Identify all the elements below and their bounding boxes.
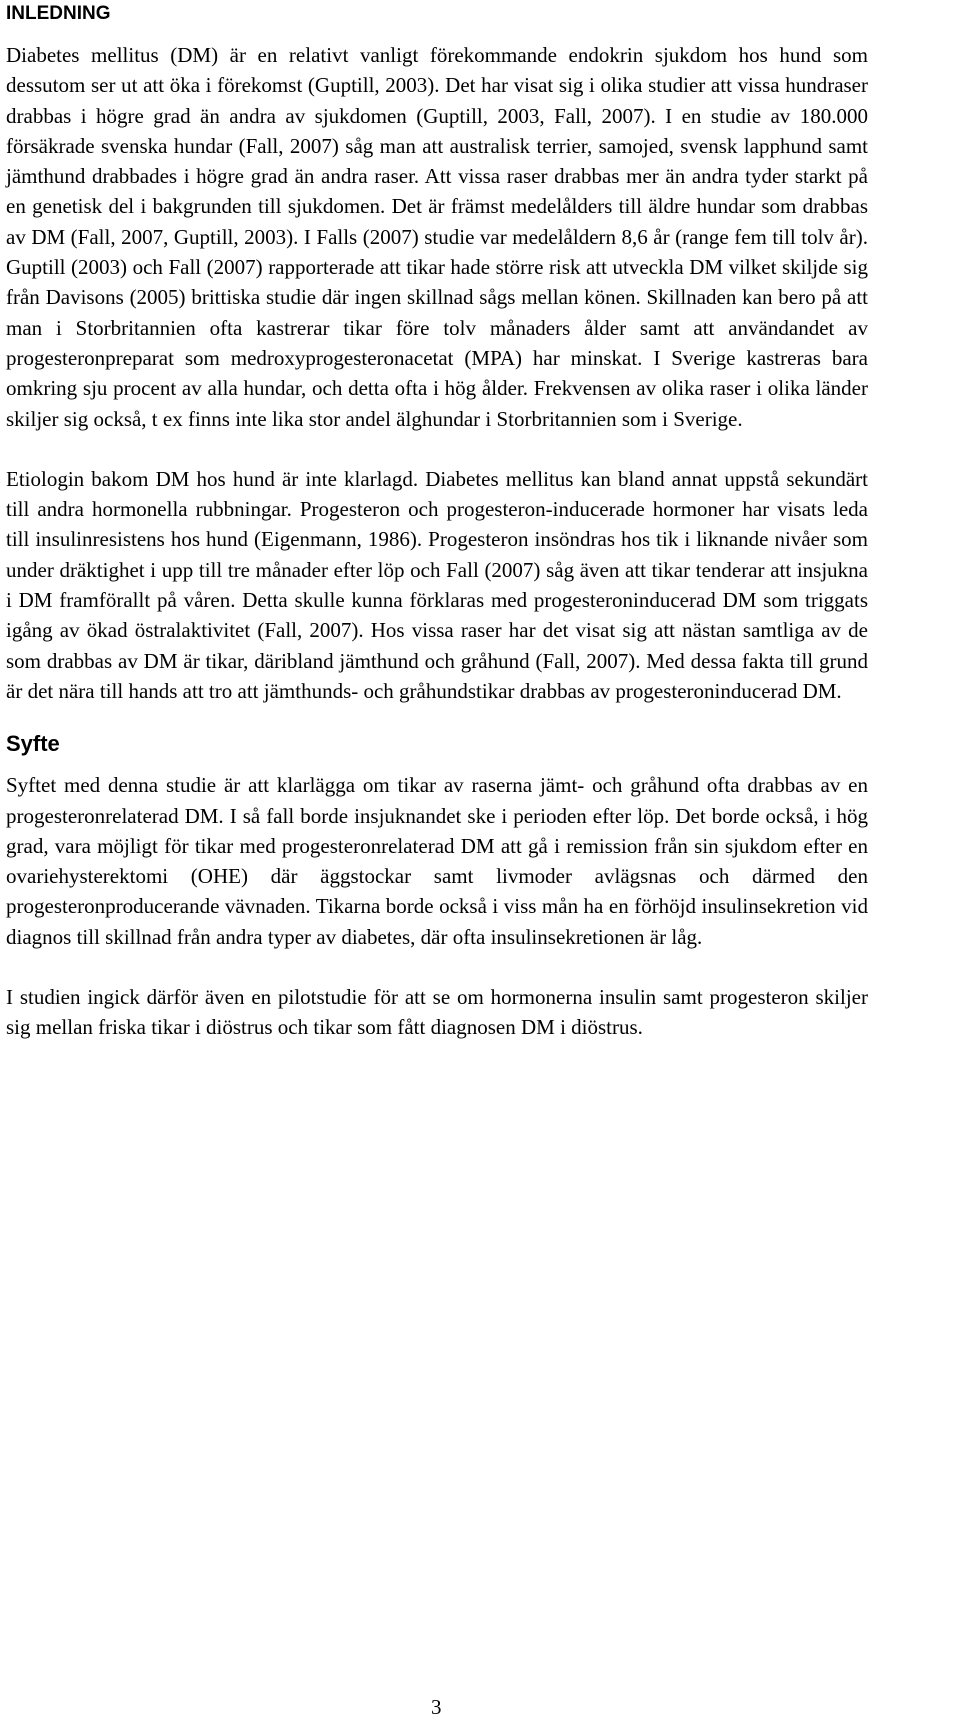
paragraph-syfte-2: I studien ingick därför även en pilotstudie för att se om hormonerna insulin samt progesteron skiljer sig mellan friska tikar i diöstrus och tikar som fått diagnosen DM i diöstrus. xyxy=(6,985,868,1040)
page-number: 3 xyxy=(431,1695,442,1719)
heading-syfte: Syfte xyxy=(6,731,60,757)
paragraph-intro-1: Diabetes mellitus (DM) är en relativt vanligt förekommande endokrin sjukdom hos hund som dessutom ser ut att öka i förekomst (Guptill, 2003). Det har visat sig i olika studier att vissa hundraser drabbas i högre grad än andra av sjukdomen (Guptill, 2003, Fall, 2007). I en studie av 180.000 försäkrade svenska hundar (Fall, 2007) såg man att australisk terrier, samojed, svensk lapphund samt jämthund drabbades i högre grad än andra raser. Att vissa raser drabbas mer än andra tyder starkt på en genetisk del i bakgrunden till sjukdomen. Det är främst medelålders till äldre hundar som drabbas av DM (Fall, 2007, Guptill, 2003). I Falls (2007) studie var medelåldern 8,6 år (range fem till tolv år). Guptill (2003) och Fall (2007) rapporterade att tikar hade större risk att utveckla DM vilket skiljde sig från Davisons (2005) brittiska studie där ingen skillnad sågs mellan könen. Skillnaden kan bero på att man i Storbritannien ofta kastrerar tikar före tolv månaders ålder samt att användandet av progesteronpreparat som medroxyprogesteronacetat (MPA) har minskat. I Sverige kastreras bara omkring sju procent av alla hundar, och detta ofta i hög ålder. Frekvensen av olika raser i olika länder skiljer sig också, t ex finns inte lika stor andel älghundar i Storbritannien som i Sverige. xyxy=(6,43,868,431)
document-page xyxy=(6,0,868,1719)
page-number-container xyxy=(6,1695,868,1719)
heading-inledning: INLEDNING xyxy=(6,3,111,24)
paragraph-syfte-1: Syftet med denna studie är att klarlägga om tikar av raserna jämt- och gråhund ofta drabbas av en progesteronrelaterad DM. I så fall borde insjuknandet ske i perioden efter löp. Det borde också, i hög grad, vara möjligt för tikar med progesteronrelaterad DM att gå i remission från sin sjukdom efter en ovariehysterektomi (OHE) där äggstockar samt livmoder avlägsnas och därmed den progesteronproducerande vävnaden. Tikarna borde också i viss mån ha en förhöjd insulinsekretion vid diagnos till skillnad från andra typer av diabetes, där ofta insulinsekretionen är låg. xyxy=(6,773,868,949)
paragraph-intro-2: Etiologin bakom DM hos hund är inte klarlagd. Diabetes mellitus kan bland annat uppstå sekundärt till andra hormonella rubbningar. Progesteron och progesteron-inducerade hormoner har visats leda till insulinresistens hos hund (Eigenmann, 1986). Progesteron insöndras hos tik i liknande nivåer som under dräktighet i upp till tre månader efter löp och Fall (2007) såg även att tikar tenderar att insjukna i DM framförallt på våren. Detta skulle kunna förklaras med progesteroninducerad DM som triggats igång av ökad östralaktivitet (Fall, 2007). Hos vissa raser har det visat sig att nästan samtliga av de som drabbas av DM är tikar, däribland jämthund och gråhund (Fall, 2007). Med dessa fakta till grund är det nära till hands att tro att jämthunds- och gråhundstikar drabbas av progesteroninducerad DM. xyxy=(6,466,868,703)
